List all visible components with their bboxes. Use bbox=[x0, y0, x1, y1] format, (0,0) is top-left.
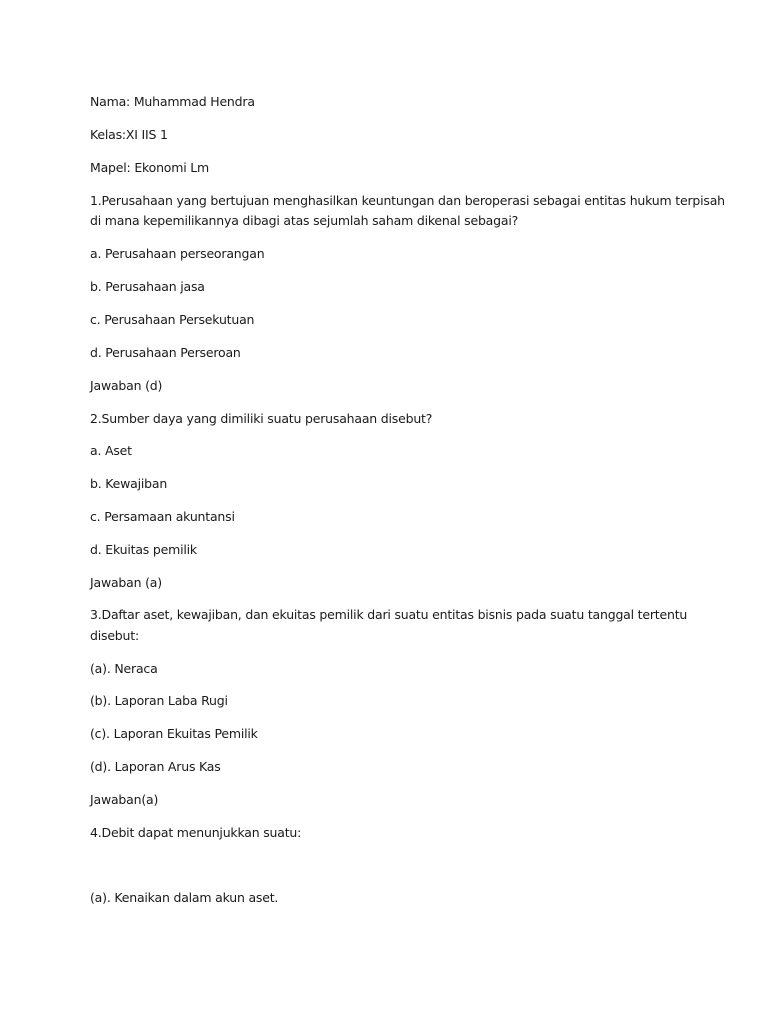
question-2-text: 2.Sumber daya yang dimiliki suatu perusahaan disebut? bbox=[90, 411, 433, 426]
question-4-text: 4.Debit dapat menunjukkan suatu: bbox=[90, 825, 302, 840]
question-2-answer: Jawaban (a) bbox=[90, 575, 162, 590]
question-3-option-b: (b). Laporan Laba Rugi bbox=[90, 693, 228, 708]
question-2-option-c: c. Persamaan akuntansi bbox=[90, 509, 235, 524]
question-3-option-c: (c). Laporan Ekuitas Pemilik bbox=[90, 726, 258, 741]
student-name: Nama: Muhammad Hendra bbox=[90, 94, 255, 109]
question-2-option-b: b. Kewajiban bbox=[90, 476, 168, 491]
question-1-option-b: b. Perusahaan jasa bbox=[90, 279, 205, 294]
subject: Mapel: Ekonomi Lm bbox=[90, 160, 209, 175]
question-1-option-d: d. Perusahaan Perseroan bbox=[90, 345, 241, 360]
question-1-text-line-2: di mana kepemilikannya dibagi atas sejumlah saham dikenal sebagai? bbox=[90, 213, 519, 228]
question-1-text-line-1: 1.Perusahaan yang bertujuan menghasilkan keuntungan dan beroperasi sebagai entitas hukum terpisah bbox=[90, 193, 725, 208]
question-1-option-c: c. Perusahaan Persekutuan bbox=[90, 312, 255, 327]
question-1-answer: Jawaban (d) bbox=[90, 378, 163, 393]
question-2-option-d: d. Ekuitas pemilik bbox=[90, 542, 197, 557]
question-3-text-line-1: 3.Daftar aset, kewajiban, dan ekuitas pemilik dari suatu entitas bisnis pada suatu tanggal tertentu bbox=[90, 607, 688, 622]
student-class: Kelas:XI IIS 1 bbox=[90, 127, 168, 142]
question-3-option-a: (a). Neraca bbox=[90, 661, 158, 676]
question-3-text-line-2: disebut: bbox=[90, 628, 139, 643]
question-3-option-d: (d). Laporan Arus Kas bbox=[90, 759, 221, 774]
question-2-option-a: a. Aset bbox=[90, 443, 132, 458]
question-1-option-a: a. Perusahaan perseorangan bbox=[90, 246, 265, 261]
question-3-answer: Jawaban(a) bbox=[90, 792, 159, 807]
question-4-option-a: (a). Kenaikan dalam akun aset. bbox=[90, 890, 279, 905]
